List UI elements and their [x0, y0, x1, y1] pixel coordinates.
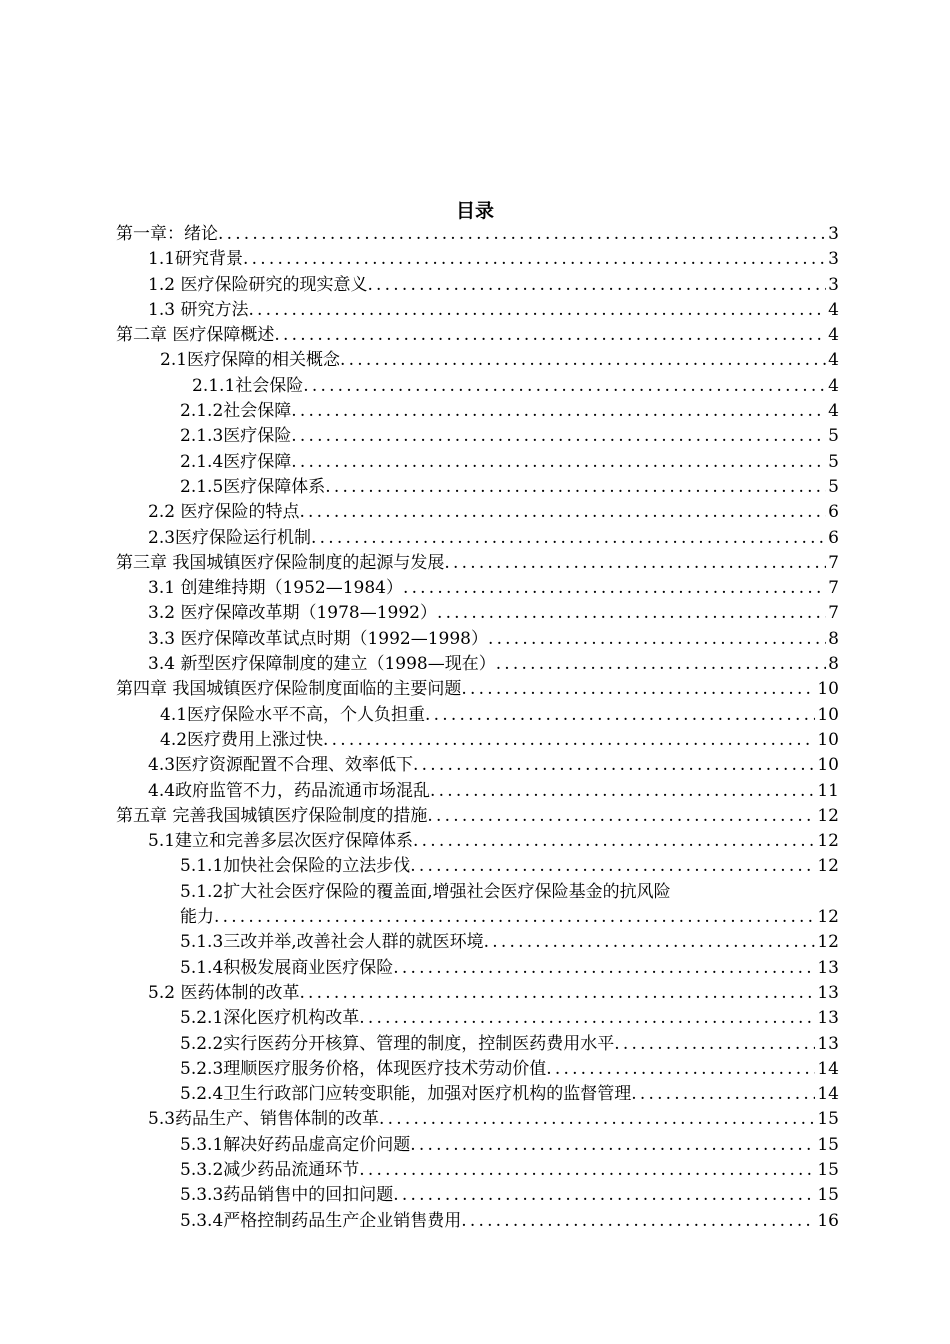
dot-leader — [461, 677, 815, 702]
toc-entry[interactable] — [116, 601, 839, 626]
dot-leader — [340, 348, 826, 373]
dot-leader — [437, 601, 826, 626]
toc-entry[interactable] — [116, 551, 839, 576]
toc-entry-page: 10 — [817, 755, 839, 776]
toc-entry-label: 4.4政府监管不力，药品流通市场混乱 — [148, 780, 431, 801]
toc-entry[interactable] — [116, 576, 839, 601]
toc-entry-page: 15 — [817, 1109, 839, 1130]
dot-leader — [299, 981, 815, 1006]
dot-leader — [430, 779, 815, 804]
toc-entry-label: 1.2 医疗保险研究的现实意义 — [148, 274, 368, 295]
toc-entry-page: 7 — [828, 552, 839, 573]
dot-leader — [299, 500, 826, 525]
dot-leader — [218, 222, 826, 247]
toc-entry[interactable] — [116, 348, 839, 373]
dot-leader — [461, 1209, 815, 1234]
toc-entry-page: 10 — [817, 679, 839, 700]
dot-leader — [325, 475, 826, 500]
dot-leader — [484, 930, 816, 955]
toc-entry-page: 13 — [817, 1008, 839, 1029]
toc-entry[interactable] — [116, 829, 839, 854]
toc-title: 目录 — [455, 200, 494, 222]
toc-entry-label: 1.3 研究方法 — [148, 299, 249, 320]
toc-entry-page: 3 — [828, 224, 839, 244]
toc-entry[interactable] — [116, 1183, 839, 1208]
dot-leader — [546, 1057, 815, 1082]
toc-entry-page: 6 — [828, 527, 839, 548]
dot-leader — [410, 854, 815, 879]
toc-entry-label: 5.3.1解决好药品虚高定价问题 — [180, 1134, 411, 1155]
toc-entry-page: 12 — [817, 907, 839, 928]
toc-entry-label: 5.1.2扩大社会医疗保险的覆盖面,增强社会医疗保险基金的抗风险 — [180, 881, 671, 902]
toc-entry[interactable] — [116, 1107, 839, 1132]
toc-entry-page: 5 — [828, 451, 839, 472]
toc-entry-label: 第二章 医疗保障概述 — [116, 325, 275, 346]
toc-entry-label: 2.2 医疗保险的特点 — [148, 502, 300, 523]
toc-entry-page: 3 — [828, 249, 839, 270]
dot-leader — [359, 1006, 815, 1031]
toc-entry-page: 8 — [828, 628, 839, 649]
toc-entry[interactable] — [116, 728, 839, 753]
toc-entry-label: 2.1.1社会保险 — [192, 375, 304, 396]
toc-entry-label: 5.2.1深化医疗机构改革 — [180, 1008, 360, 1029]
toc-entry-label: 5.3药品生产、销售体制的改革 — [148, 1109, 380, 1130]
toc-entry-page: 13 — [817, 982, 839, 1003]
dot-leader — [413, 829, 815, 854]
toc-entry[interactable] — [116, 1133, 839, 1158]
toc-entry-page: 3 — [828, 274, 839, 295]
dot-leader — [243, 247, 826, 272]
dot-leader — [496, 652, 826, 677]
toc-entry[interactable] — [116, 222, 839, 247]
toc-entry-label: 3.2 医疗保障改革期（1978—1992） — [148, 603, 437, 624]
toc-entry-page: 16 — [817, 1210, 839, 1231]
toc-entry-label: 第三章 我国城镇医疗保险制度的起源与发展 — [116, 552, 445, 573]
toc-entry[interactable] — [116, 905, 839, 930]
toc-entry-label: 5.2.3理顺医疗服务价格，体现医疗技术劳动价值 — [180, 1058, 547, 1079]
toc-entry-label: 5.2.2实行医药分开核算、管理的制度，控制医药费用水平 — [180, 1033, 615, 1054]
toc-entry-label: 5.2.4卫生行政部门应转变职能，加强对医疗机构的监督管理 — [180, 1084, 632, 1105]
toc-entry-label: 3.4 新型医疗保障制度的建立（1998—现在） — [148, 654, 496, 675]
toc-entry[interactable] — [116, 981, 839, 1006]
dot-leader — [393, 1183, 815, 1208]
toc-entry-page: 11 — [817, 780, 839, 801]
toc-entry-label: 2.1.5医疗保障体系 — [180, 476, 326, 497]
toc-entry-label: 2.1医疗保障的相关概念 — [160, 350, 341, 371]
dot-leader — [403, 576, 826, 601]
toc-entry[interactable] — [116, 1032, 839, 1057]
dot-leader — [614, 1032, 815, 1057]
toc-entry-label: 4.3医疗资源配置不合理、效率低下 — [148, 755, 414, 776]
toc-entry-page: 6 — [828, 502, 839, 523]
toc-entry[interactable] — [116, 1006, 839, 1031]
toc-entry[interactable] — [116, 753, 839, 778]
toc-entry[interactable] — [116, 273, 839, 298]
toc-entry[interactable] — [116, 703, 839, 728]
toc-entry[interactable] — [116, 500, 839, 525]
toc-entry[interactable] — [116, 247, 839, 272]
toc-entry[interactable] — [116, 930, 839, 955]
toc-entry-page: 12 — [817, 831, 839, 852]
toc-entry-label: 2.1.2社会保障 — [180, 401, 292, 422]
toc-entry-page: 5 — [828, 426, 839, 447]
toc-entry-label: 第四章 我国城镇医疗保险制度面临的主要问题 — [116, 679, 462, 700]
dot-leader — [367, 273, 826, 298]
toc-entry-label: 5.1.3三改并举,改善社会人群的就医环境 — [180, 932, 484, 953]
toc-entry-page: 15 — [817, 1185, 839, 1206]
toc-entry[interactable] — [116, 1158, 839, 1183]
toc-entry-page: 10 — [817, 704, 839, 725]
toc-entry-label: 5.1.1加快社会保险的立法步伐 — [180, 856, 411, 877]
toc-entry[interactable] — [116, 526, 839, 551]
dot-leader — [274, 323, 826, 348]
toc-entry[interactable] — [116, 677, 839, 702]
dot-leader — [303, 374, 826, 399]
toc-entry-label: 3.3 医疗保障改革试点时期（1992—1998） — [148, 628, 488, 649]
toc-entry-label: 第五章 完善我国城镇医疗保险制度的措施 — [116, 805, 428, 826]
dot-leader — [323, 728, 815, 753]
toc-entry-page: 4 — [828, 375, 839, 396]
toc-entry-page: 5 — [828, 476, 839, 497]
toc-entry[interactable] — [116, 475, 839, 500]
toc-entry-page: 12 — [817, 805, 839, 826]
toc-entry-label: 5.1.4积极发展商业医疗保险 — [180, 957, 394, 978]
toc-entry-page: 12 — [817, 932, 839, 953]
dot-leader — [291, 424, 826, 449]
toc-entry[interactable] — [116, 1209, 839, 1234]
toc-entry-page: 7 — [828, 578, 839, 599]
toc-entry[interactable] — [116, 374, 839, 399]
toc-entry[interactable] — [116, 424, 839, 449]
dot-leader — [425, 703, 815, 728]
toc-entry-label: 1.1研究背景 — [148, 249, 244, 270]
toc-entry[interactable] — [116, 298, 839, 323]
toc-entry-page: 12 — [817, 856, 839, 877]
toc-entry[interactable] — [116, 323, 839, 348]
toc-entry-label: 能力 — [180, 907, 214, 928]
toc-entry[interactable] — [116, 399, 839, 424]
toc-entry-page: 4 — [828, 325, 839, 346]
toc-entry[interactable] — [116, 854, 839, 879]
dot-leader — [311, 526, 826, 551]
dot-leader — [214, 905, 815, 930]
toc-entry-label: 4.1医疗保险水平不高，个人负担重 — [160, 704, 426, 725]
toc-entry[interactable] — [116, 1082, 839, 1107]
dot-leader — [379, 1107, 815, 1132]
toc-entry-label: 5.3.2减少药品流通环节 — [180, 1159, 360, 1180]
toc-entry-page: 15 — [817, 1134, 839, 1155]
dot-leader — [427, 804, 815, 829]
toc-entry-label: 5.3.4严格控制药品生产企业销售费用 — [180, 1210, 462, 1231]
toc-entry-page: 14 — [817, 1084, 839, 1105]
toc-entry-page: 4 — [828, 401, 839, 422]
toc-entry-label: 3.1 创建维持期（1952—1984） — [148, 578, 403, 599]
toc-entry-label: 4.2医疗费用上涨过快 — [160, 729, 324, 750]
dot-leader — [291, 450, 826, 475]
dot-leader — [488, 627, 826, 652]
toc-entry-page: 7 — [828, 603, 839, 624]
toc-entry[interactable] — [116, 1057, 839, 1082]
dot-leader — [413, 753, 815, 778]
toc-entry[interactable] — [116, 779, 839, 804]
toc-entry-label: 第一章：绪论 — [116, 224, 218, 244]
dot-leader — [410, 1133, 815, 1158]
toc-entry[interactable] — [116, 652, 839, 677]
toc-entry-label: 2.3医疗保险运行机制 — [148, 527, 312, 548]
toc-entry-page: 8 — [828, 654, 839, 675]
toc-entry[interactable] — [116, 627, 839, 652]
toc-entry-label: 2.1.3医疗保险 — [180, 426, 292, 447]
dot-leader — [248, 298, 826, 323]
toc-entry-label: 5.2 医药体制的改革 — [148, 982, 300, 1003]
toc-entry-label: 5.3.3药品销售中的回扣问题 — [180, 1185, 394, 1206]
toc-entry-first-line[interactable] — [116, 880, 839, 905]
dot-leader — [291, 399, 826, 424]
dot-leader — [359, 1158, 815, 1183]
toc-entry-label: 2.1.4医疗保障 — [180, 451, 292, 472]
toc-entry[interactable] — [116, 956, 839, 981]
dot-leader — [444, 551, 826, 576]
toc-entry-page: 14 — [817, 1058, 839, 1079]
toc-entry-page: 10 — [817, 729, 839, 750]
toc-entry-page: 4 — [828, 299, 839, 320]
toc-entry-page: 13 — [817, 957, 839, 978]
toc-entry-page: 15 — [817, 1159, 839, 1180]
toc-entry-label: 5.1建立和完善多层次医疗保障体系 — [148, 831, 414, 852]
toc-entry-page: 4 — [828, 350, 839, 371]
toc-entry-page: 13 — [817, 1033, 839, 1054]
table-of-contents — [116, 222, 839, 1234]
toc-entry[interactable] — [116, 804, 839, 829]
toc-entry[interactable] — [116, 450, 839, 475]
dot-leader — [631, 1082, 815, 1107]
dot-leader — [393, 956, 815, 981]
